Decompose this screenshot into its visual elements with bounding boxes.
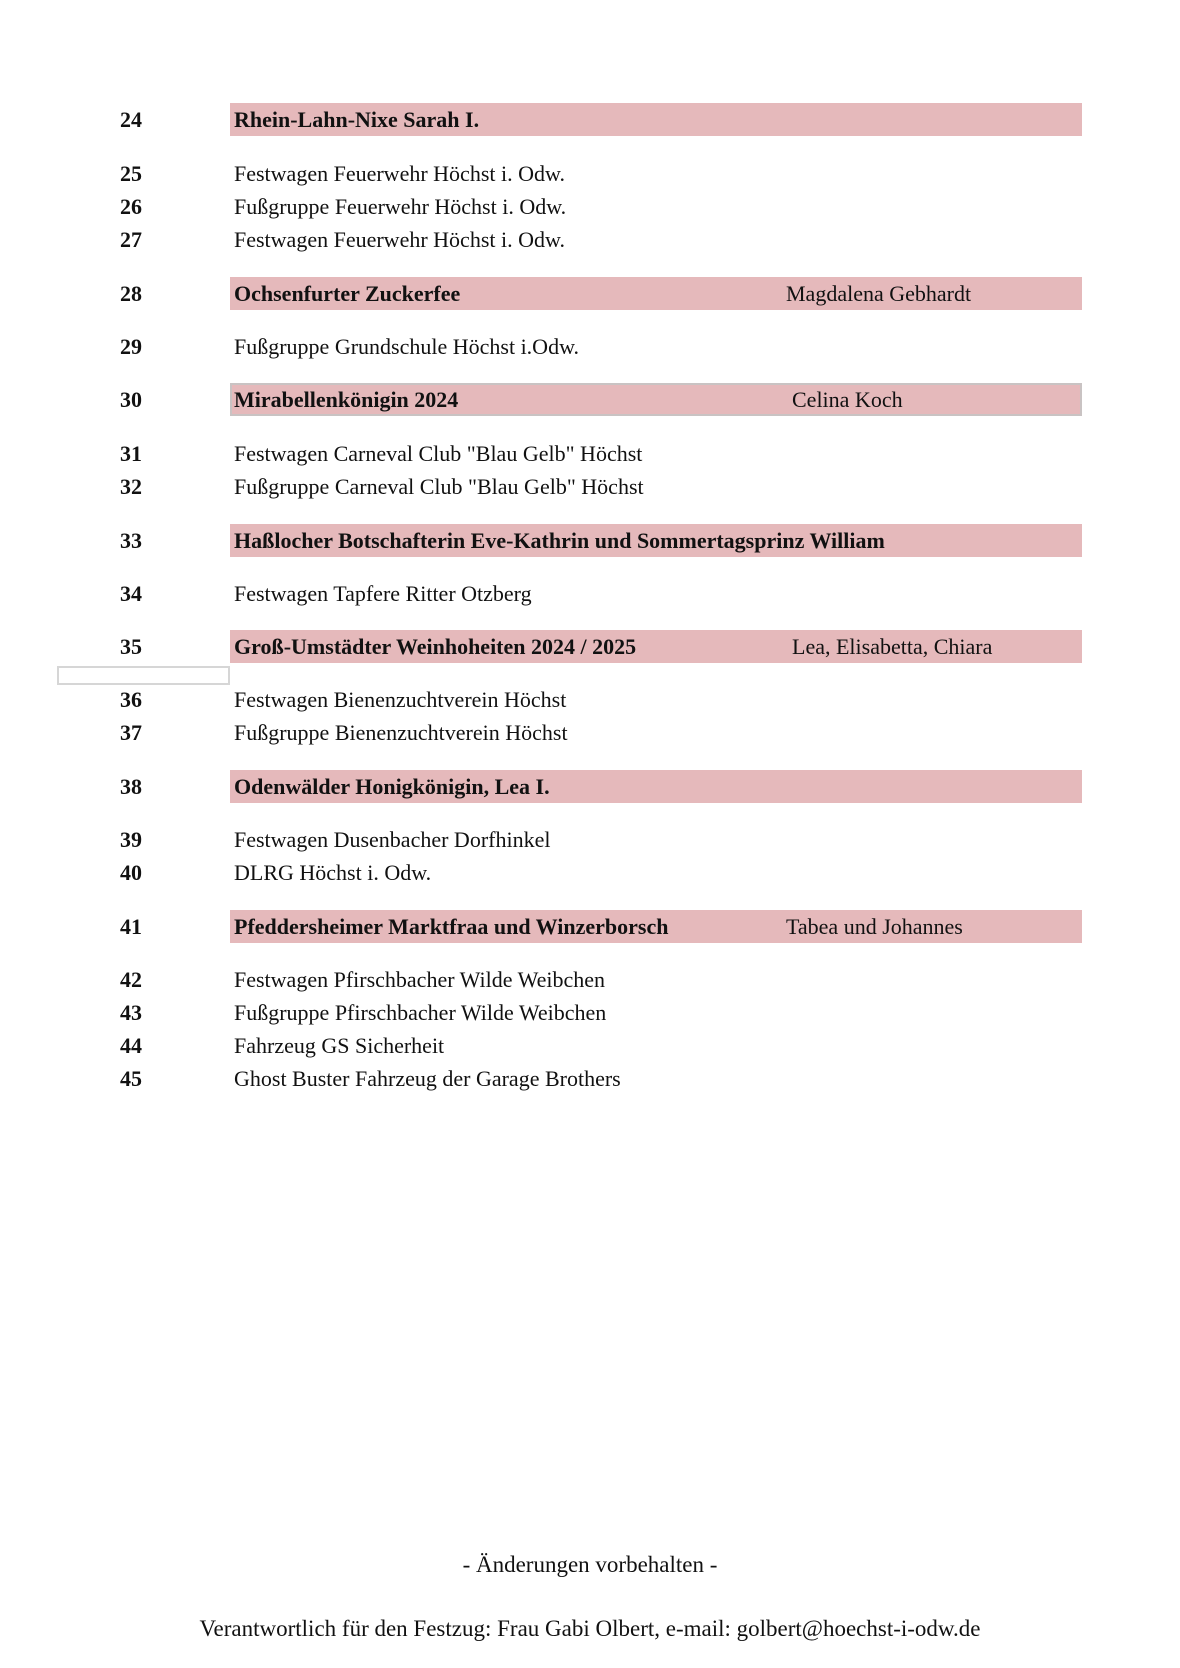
item-number: 27 bbox=[120, 227, 142, 252]
list-item bbox=[0, 910, 1180, 943]
item-title: Fußgruppe Carneval Club "Blau Gelb" Höchst bbox=[234, 474, 644, 499]
list-item bbox=[0, 437, 1180, 470]
list-item bbox=[0, 524, 1180, 557]
item-title: Haßlocher Botschafterin Eve-Kathrin und Sommertagsprinz William bbox=[234, 528, 885, 553]
item-number: 26 bbox=[120, 194, 142, 219]
item-title: Festwagen Dusenbacher Dorfhinkel bbox=[234, 827, 551, 852]
item-number: 25 bbox=[120, 161, 142, 186]
item-title: Rhein-Lahn-Nixe Sarah I. bbox=[234, 107, 480, 132]
list-item bbox=[0, 823, 1180, 856]
item-number: 44 bbox=[120, 1033, 142, 1058]
list-item bbox=[0, 330, 1180, 363]
item-title: Festwagen Bienenzuchtverein Höchst bbox=[234, 687, 567, 712]
item-number: 33 bbox=[120, 528, 142, 553]
item-number: 37 bbox=[120, 720, 142, 745]
list-item bbox=[0, 716, 1180, 749]
item-title: Festwagen Feuerwehr Höchst i. Odw. bbox=[234, 227, 565, 252]
item-title: Festwagen Carneval Club "Blau Gelb" Höchst bbox=[234, 441, 643, 466]
item-number: 29 bbox=[120, 334, 142, 359]
item-title: Fahrzeug GS Sicherheit bbox=[234, 1033, 445, 1058]
list-item bbox=[0, 277, 1180, 310]
list-item bbox=[0, 770, 1180, 803]
item-number: 45 bbox=[120, 1066, 142, 1091]
item-number: 34 bbox=[120, 581, 142, 606]
list-item bbox=[0, 1062, 1180, 1095]
item-number: 31 bbox=[120, 441, 142, 466]
item-title: Fußgruppe Feuerwehr Höchst i. Odw. bbox=[234, 194, 567, 219]
item-title: Ochsenfurter Zuckerfee bbox=[234, 281, 461, 306]
item-number: 35 bbox=[120, 634, 142, 659]
list-item bbox=[0, 856, 1180, 889]
item-title: Festwagen Feuerwehr Höchst i. Odw. bbox=[234, 161, 565, 186]
item-number: 28 bbox=[120, 281, 142, 306]
list-item bbox=[0, 1029, 1180, 1062]
footer-contact: Verantwortlich für den Festzug: Frau Gabi Olbert, e-mail: golbert@hoechst-i-odw.de bbox=[199, 1616, 981, 1641]
item-number: 42 bbox=[120, 967, 142, 992]
item-number: 24 bbox=[120, 107, 142, 132]
item-number: 41 bbox=[120, 914, 142, 939]
list-item bbox=[0, 470, 1180, 503]
list-item bbox=[0, 157, 1180, 190]
list-item bbox=[0, 223, 1180, 256]
item-number: 30 bbox=[120, 387, 142, 412]
item-person: Tabea und Johannes bbox=[786, 914, 963, 939]
list-item bbox=[0, 996, 1180, 1029]
list-item bbox=[0, 630, 1180, 663]
item-title: Fußgruppe Bienenzuchtverein Höchst bbox=[234, 720, 568, 745]
item-title: Pfeddersheimer Marktfraa und Winzerborsch bbox=[234, 914, 669, 939]
item-title: Groß-Umstädter Weinhoheiten 2024 / 2025 bbox=[234, 634, 637, 659]
item-title: Festwagen Tapfere Ritter Otzberg bbox=[234, 581, 532, 606]
item-title: Ghost Buster Fahrzeug der Garage Brothers bbox=[234, 1066, 621, 1091]
item-title: Fußgruppe Pfirschbacher Wilde Weibchen bbox=[234, 1000, 607, 1025]
item-title: DLRG Höchst i. Odw. bbox=[234, 860, 432, 885]
item-number: 38 bbox=[120, 774, 142, 799]
item-person: Magdalena Gebhardt bbox=[786, 281, 972, 306]
item-number: 39 bbox=[120, 827, 142, 852]
footer-note: - Änderungen vorbehalten - bbox=[462, 1552, 718, 1577]
list-item bbox=[0, 963, 1180, 996]
list-item bbox=[0, 577, 1180, 610]
item-person: Celina Koch bbox=[792, 387, 903, 412]
item-person: Lea, Elisabetta, Chiara bbox=[792, 634, 993, 659]
list-item bbox=[0, 103, 1180, 136]
item-title: Odenwälder Honigkönigin, Lea I. bbox=[234, 774, 550, 799]
item-title: Mirabellenkönigin 2024 bbox=[234, 387, 459, 412]
item-number: 32 bbox=[120, 474, 142, 499]
item-title: Fußgruppe Grundschule Höchst i.Odw. bbox=[234, 334, 580, 359]
item-title: Festwagen Pfirschbacher Wilde Weibchen bbox=[234, 967, 606, 992]
item-number: 40 bbox=[120, 860, 142, 885]
list-item bbox=[0, 683, 1180, 716]
list-item bbox=[0, 190, 1180, 223]
item-number: 36 bbox=[120, 687, 142, 712]
list-item bbox=[0, 383, 1180, 416]
item-number: 43 bbox=[120, 1000, 142, 1025]
